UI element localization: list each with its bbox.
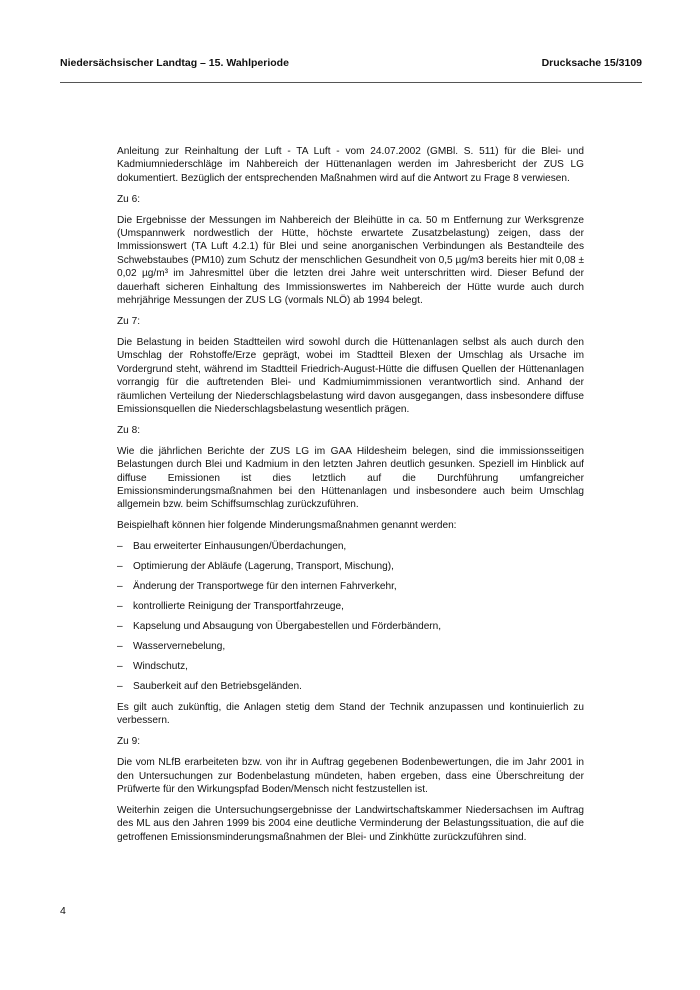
paragraph: Anleitung zur Reinhaltung der Luft - TA Luft - vom 24.07.2002 (GMBl. S. 511) für die Blei- und Kadmiumniederschläge im Nahbereich der Hüttenanlagen werden im Jahresbericht der ZUS LG dokumentiert. Bezüglich der entsprechenden Maßnahmen wird auf die Antwort zu Frage 8 verwiesen. — [117, 146, 584, 184]
paragraph: Die Ergebnisse der Messungen im Nahbereich der Bleihütte in ca. 50 m Entfernung zur Werksgrenze (Umspannwerk nordwestlich der Hütte, höchste erwartete Zusatzbelastung) zeigen, dass der Immissionswert (TA Luft 4.2.1) für Blei und seine anorganischen Verbindungen als Bestandteile des Schwebstaubes (PM10) zum Schutz der menschlichen Gesundheit von 0,5 µg/m3 bereits hier mit 0,08 ± 0,02 µg/m³ im Jahresmittel über die letzten drei Jahre weit unterschritten wird. Dieser Befund der dauerhaft sicheren Einhaltung des Immissionswertes im Nahbereich der Hütte wurde auch durch mehrjährige Messungen der ZUS LG (vormals NLÖ) ab 1994 belegt. — [117, 214, 584, 307]
list-item — [117, 580, 584, 593]
paragraph: Weiterhin zeigen die Untersuchungsergebnisse der Landwirtschaftskammer Niedersachsen im Auftrag des ML aus den Jahren 1999 bis 2004 eine deutliche Verminderung der Belastungssituation, die auf die getroffenen Emissionsminderungsmaßnahmen der Blei- und Zinkhütte zurückzuführen sind. — [117, 805, 584, 843]
list-item — [117, 600, 584, 613]
page-header — [60, 56, 642, 70]
section-label: Zu 9: — [117, 736, 141, 748]
page-number: 4 — [60, 905, 66, 917]
section-label: Zu 8: — [117, 424, 141, 436]
list-item — [117, 640, 584, 653]
header-title: Niedersächsischer Landtag – 15. Wahlperiode — [60, 57, 289, 69]
list-dash: – — [117, 561, 123, 573]
list-item-text: Windschutz, — [133, 661, 188, 673]
header-document-number: Drucksache 15/3109 — [541, 57, 642, 69]
paragraph: Es gilt auch zukünftig, die Anlagen stetig dem Stand der Technik anzupassen und kontinuierlich zu verbessern. — [117, 702, 584, 727]
list-dash: – — [117, 641, 123, 653]
measures-list — [117, 540, 584, 693]
list-item-text: Kapselung und Absaugung von Übergabestellen und Förderbändern, — [133, 621, 442, 633]
list-item-text: Sauberkeit auf den Betriebsgeländen. — [133, 681, 302, 693]
list-dash: – — [117, 661, 123, 673]
header-divider — [60, 82, 642, 83]
list-item — [117, 620, 584, 633]
list-dash: – — [117, 541, 123, 553]
paragraph: Die Belastung in beiden Stadtteilen wird sowohl durch die Hüttenanlagen selbst als auch durch den Umschlag der Rohstoffe/Erze geprägt, wobei im Stadtteil Blexen der Umschlag als Ursache im Vordergrund steht, während im Stadtteil Friedrich-August-Hütte die diffusen Quellen der Hüttenanlagen vorrangig für die auftretenden Blei- und Kadmiumimmissionen verantwortlich sind. Anhand der räumlichen Verteilung der Niederschlagsbelastung wird davon ausgegangen, dass insbesondere diffuse Emissionsquellen die Niederschlagsbelastung wesentlich prägen. — [117, 336, 584, 415]
list-item — [117, 560, 584, 573]
paragraph: Die vom NLfB erarbeiteten bzw. von ihr in Auftrag gegebenen Bodenbewertungen, die im Jahr 2001 in den Untersuchungen zur Bodenbelastung mündeten, haben ergeben, dass eine Überschreitung der Prüfwerte für den Wirkungspfad Boden/Mensch nicht festzustellen ist. — [117, 757, 584, 796]
paragraph: Wie die jährlichen Berichte der ZUS LG im GAA Hildesheim belegen, sind die immissionsseitigen Belastungen durch Blei und Kadmium in den letzten Jahren deutlich gesunken. Speziell im Hinblick auf diffuse Emissionen ist dies letztlich auf die Durchführung umfangreicher Emissionsminderungsmaßnahmen bei den Hüttenanlagen und insbesondere auch beim Umschlag allgemein bzw. beim Schiffsumschlag zurückzuführen. — [117, 445, 584, 511]
paragraph: Beispielhaft können hier folgende Minderungsmaßnahmen genannt werden: — [117, 520, 457, 532]
list-item-text: Bau erweiterter Einhausungen/Überdachungen, — [133, 541, 347, 553]
list-item — [117, 680, 584, 693]
section-label: Zu 6: — [117, 193, 141, 205]
list-dash: – — [117, 581, 123, 593]
list-item — [117, 540, 584, 553]
list-item-text: kontrollierte Reinigung der Transportfahrzeuge, — [133, 601, 344, 613]
list-item-text: Wasservernebelung, — [133, 641, 226, 653]
list-item — [117, 660, 584, 673]
list-dash: – — [117, 681, 123, 693]
list-dash: – — [117, 601, 123, 613]
list-dash: – — [117, 621, 123, 633]
list-item-text: Optimierung der Abläufe (Lagerung, Transport, Mischung), — [133, 561, 394, 573]
list-item-text: Änderung der Transportwege für den internen Fahrverkehr, — [133, 581, 397, 593]
document-body — [117, 145, 584, 852]
section-label: Zu 7: — [117, 315, 141, 327]
